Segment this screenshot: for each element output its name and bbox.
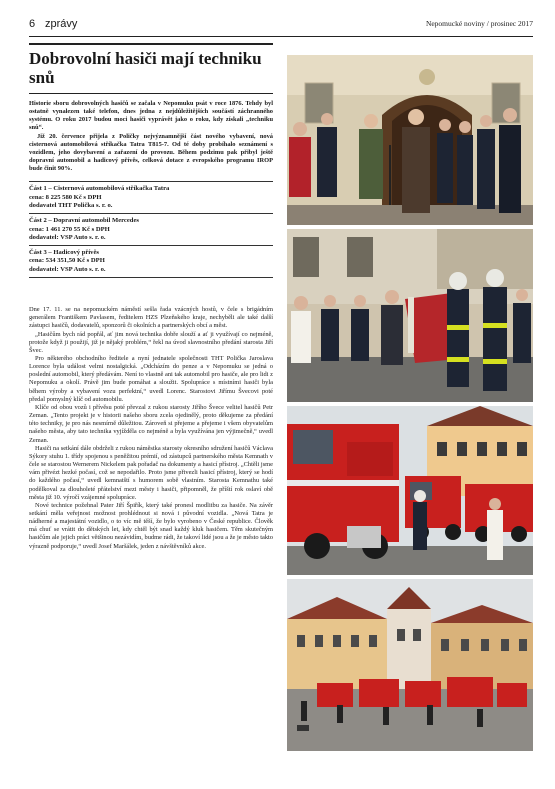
part-name: Část 3 – Hadicový přívěs <box>29 249 99 257</box>
part-item <box>29 213 273 245</box>
parts-list <box>29 181 273 278</box>
part-item <box>29 245 273 278</box>
page-header <box>29 18 533 34</box>
article-intro <box>29 100 273 173</box>
part-price: cena: 8 225 580 Kč s DPH <box>29 193 102 201</box>
part-item <box>29 181 273 213</box>
publication-name: Nepomucké noviny / prosinec 2017 <box>425 19 533 28</box>
part-price: cena: 1 461 270 55 Kč s DPH <box>29 225 110 233</box>
article-body <box>29 306 273 551</box>
photo-town-square <box>287 579 533 751</box>
photo-ceremony-speech <box>287 55 533 225</box>
section-name: zprávy <box>45 18 78 30</box>
photo-column <box>287 55 533 755</box>
body-paragraph: Klíče od obou vozů i přívěsu poté převzal z rukou starosty Jiřího Švece velitel hasičů Petr Zeman. „Tento projekt je v historii našeho sboru zcela ojedinělý, proto děkujeme za předání této techniky, je pro nás nesmírně důležitou. Zároveň si přejeme a přejeme i všem obyvatelům našeho města, aby tato technika vyjížděla co nejméně a byla využívána jen výjimečně,“ uvedl Zeman. <box>29 403 273 444</box>
part-price: cena: 534 351,50 Kč s DPH <box>29 257 105 265</box>
header-rule <box>29 36 533 37</box>
title-top-rule <box>29 43 273 45</box>
page-number: 6 <box>29 18 36 30</box>
part-name: Část 2 – Dopravní automobil Mercedes <box>29 217 139 225</box>
intro-paragraph: Historie sboru dobrovolných hasičů se začala v Nepomuku psát v roce 1876. Tehdy byl ostatně vynalezen také telefon, dnes jedna z nejdůležitějších součástí záchranného systému. O roku 2017 budou moci hasiči vyprávět jako o roku, kdy získali „techniku snů“. <box>29 100 273 132</box>
intro-paragraph: Již 20. července přijela z Poličky nejvýznamnější část nového vybavení, nová cisternová automobilová stříkačka Tatra T815-7. Od té doby probíhalo seznámení s vozidlem, jeho dovybavení a zařazení do provozu. Během podzimu pak přibyl ještě dopravní automobil a hadicový přívěs, celková dotace z evropského programu IROP bude činit 90%. <box>29 132 273 173</box>
body-paragraph: Dne 17. 11. se na nepomuckém náměstí sešla řada vzácných hostů, v čele s brigádním generálem Františkem Pavlasem, ředitelem HZS Plzeňského kraje, nechyběli ale také další zástupci hasičů, dodavatelů, sponzorů či okolních a partnerských obcí a měst. <box>29 306 273 330</box>
body-paragraph: Nové technice požehnal Pater Jiří Špiřík, který také pronesl modlitbu za hasiče. Na závěr setkání měla veřejnost možnost prohlédnout si nová i původní vozidla. „Nová Tatra je nádherné a majestátní vozidlo, o to víc mě těší, že bylo vyrobeno v České republice. Člověk má chuť se vrátit do dětských let, kdy chtěl být snad každý kluk hasičem. Těm skutečným hasičům ale jejich práci většinou nezávidím, budme rádi, že takoví lidé jsou a že je město takto výrazně podporuje,“ uvedl Josef Maršálek, jeden z návštěvníků akce. <box>29 501 273 550</box>
title-bottom-rule <box>29 93 273 94</box>
part-supplier: dodavatel: VSP Auto s. r. o. <box>29 233 106 241</box>
photo-blessing <box>287 229 533 402</box>
part-supplier: dodavatel THT Polička s. r. o. <box>29 202 113 209</box>
photo-fire-trucks <box>287 406 533 575</box>
body-paragraph: Pro některého obchodního ředitele a nyní jednatele společnosti THT Polička Jaroslava Lorence byla událost velmi nostalgická. „Odcházím do penze a v Nepomuku se jedná o poslední automobil, který předávám. Není to vlastně ani tak automobil pro hasiče, ale pro lidi z Nepomuku a okolí. Právě jim bude pomáhat a sloužit. Spolupráce s místními hasiči byla během výroby a vybavení vozu perfektní,“ uvedl Lorenc. Starostovi Jiřímu Švecovi poté předal pomyslný klíč od automobilu. <box>29 355 273 403</box>
article-column <box>29 43 273 551</box>
part-supplier: dodavatel: VSP Auto s. r. o. <box>29 265 106 273</box>
part-name: Část 1 – Cisternová automobilová stříkačka Tatra <box>29 185 170 193</box>
body-paragraph: Hasiči na setkání dále obdrželi z rukou náměstka starosty okresního sdružení hasičů Václava Sýkory stuhu 1. třídy spojenou s peněžitou prémií, od zástupců partnerského města Kemnath v čele se starostou Wernerem Nickelem pak pořadač na dokumenty a hasicí přístroj. „Chtěli jsme vám přivézt hezké počasí, což se nepodařilo. Proto jsme přivezli hasicí přístroj, který se hodí do každého počasí,“ uvedl kemnatští s humorem sobě vlastním. Starosta Kemnathu také podělkoval za dlouholeté přátelství mezi městy i hasiči, připomněl, že příští rok oslaví obě města již 10. výročí vzájemné spolupráce. <box>29 444 273 501</box>
article-title: Dobrovolní hasiči mají techniku snů <box>29 49 262 87</box>
body-paragraph: „Hasičům bych rád popřál, ať jim nová technika dobře slouží a ať ji využívají co nejméně, protože když ji použijí, již je nějaký problém,“ řekl na úvod slavnostního předání starosta Jiří Švec. <box>29 330 273 354</box>
